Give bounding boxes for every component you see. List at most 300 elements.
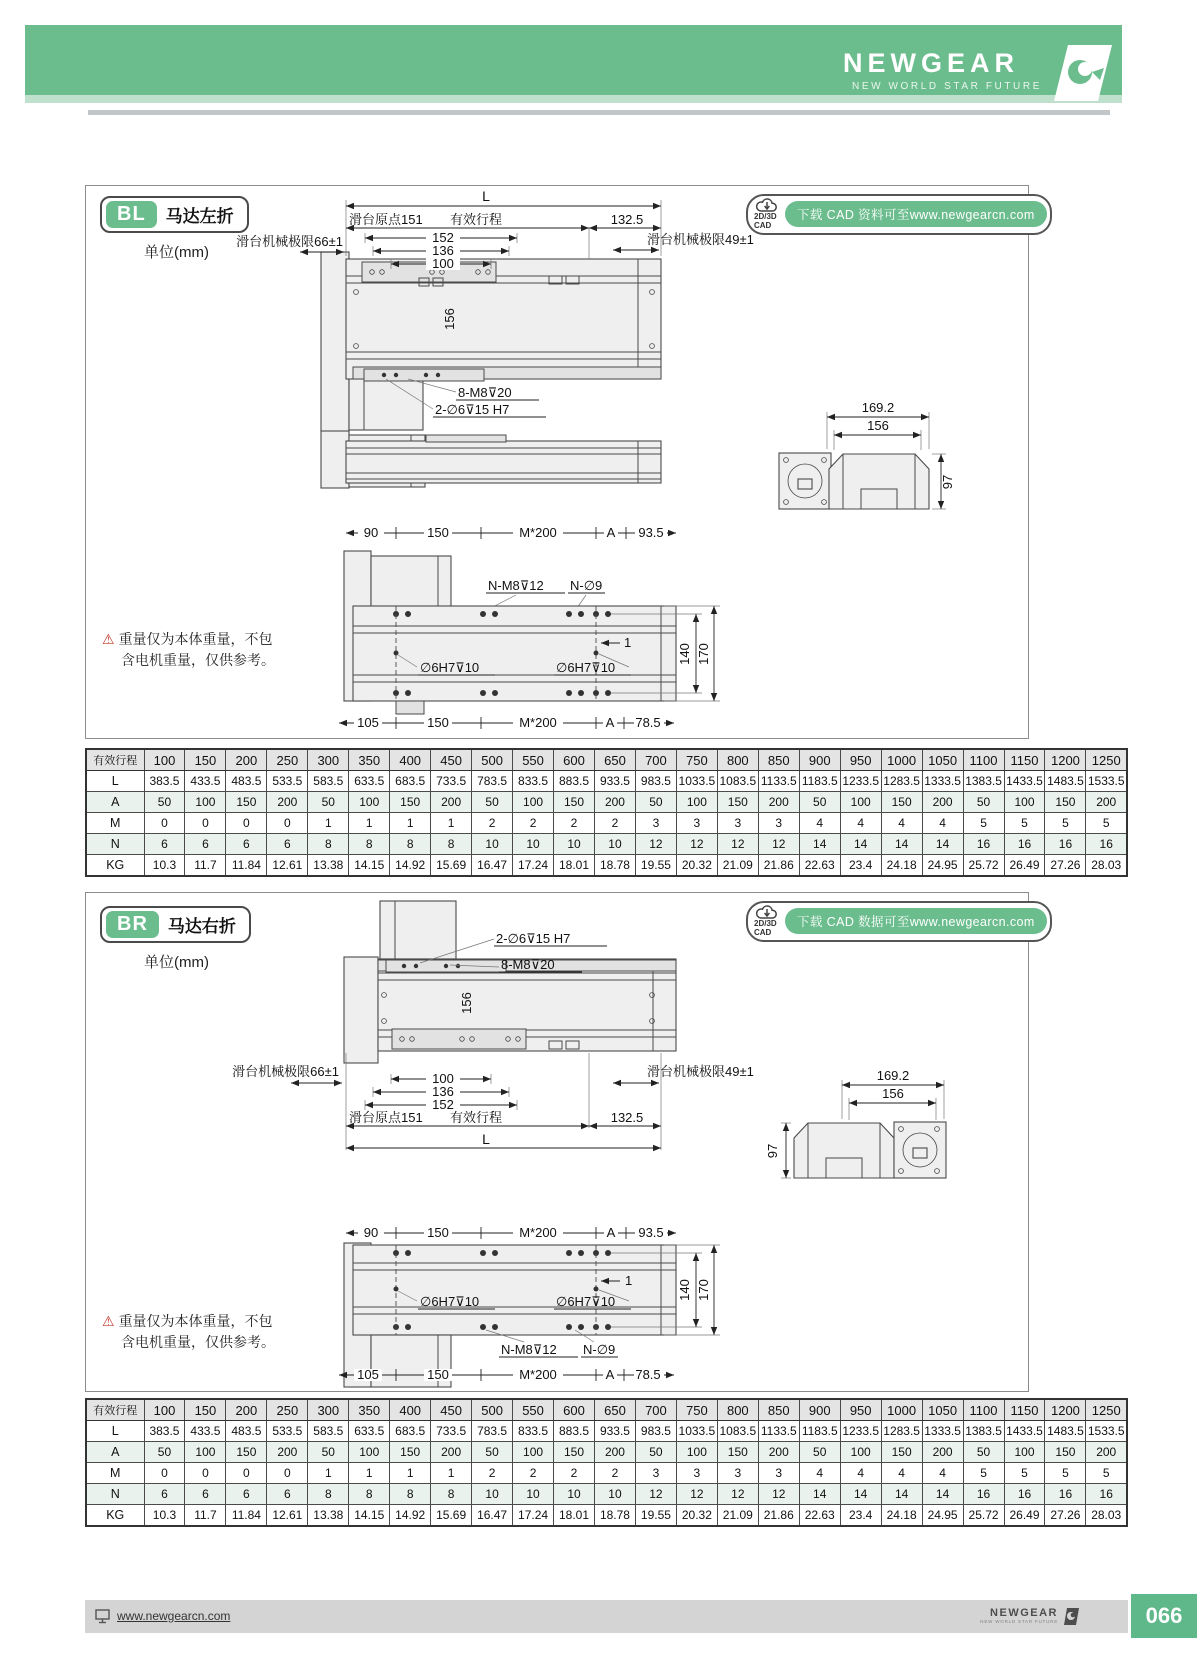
brand-logo-text: NEWGEAR bbox=[843, 48, 1019, 78]
br-badge-title: 马达右折 bbox=[167, 917, 236, 936]
warning-triangle-icon: ⚠ bbox=[102, 631, 115, 647]
dim-150: 150 bbox=[427, 525, 449, 540]
dim-limit-right: 滑台机械极限49±1 bbox=[647, 232, 754, 247]
label-hole6-left: ∅6H7⊽10 bbox=[420, 660, 480, 675]
table-cell: 16 bbox=[1086, 834, 1127, 855]
table-cell: 3 bbox=[635, 1463, 676, 1484]
table-cell: 14.92 bbox=[390, 1505, 431, 1527]
stroke-header: 250 bbox=[267, 1399, 308, 1421]
row-label: KG bbox=[86, 855, 144, 877]
table-cell: 23.4 bbox=[840, 855, 881, 877]
header-stripe bbox=[25, 95, 1122, 103]
table-cell: 10 bbox=[554, 834, 595, 855]
table-cell: 200 bbox=[267, 792, 308, 813]
dim-Ab: A bbox=[605, 1367, 615, 1382]
stroke-header: 600 bbox=[554, 1399, 595, 1421]
page-number-badge bbox=[1131, 1594, 1197, 1638]
dim-132-5: 132.5 bbox=[610, 1110, 644, 1125]
table-cell: 27.26 bbox=[1045, 855, 1086, 877]
table-cell: 6 bbox=[226, 834, 267, 855]
table-cell: 2 bbox=[513, 813, 554, 834]
table-row bbox=[86, 855, 1127, 877]
dim-1: 1 bbox=[624, 635, 632, 650]
table-cell: 1 bbox=[308, 1463, 349, 1484]
table-cell: 200 bbox=[758, 792, 799, 813]
table-row bbox=[86, 1421, 1127, 1442]
table-cell: 20.32 bbox=[676, 855, 717, 877]
table-cell: 12 bbox=[717, 1484, 758, 1505]
table-cell: 3 bbox=[676, 813, 717, 834]
row-label: N bbox=[86, 834, 144, 855]
table-cell: 16 bbox=[1004, 1484, 1045, 1505]
table-cell: 533.5 bbox=[267, 1421, 308, 1442]
table-cell: 19.55 bbox=[635, 1505, 676, 1527]
table-cell: 1483.5 bbox=[1045, 771, 1086, 792]
table-cell: 1283.5 bbox=[881, 771, 922, 792]
stroke-header: 450 bbox=[431, 749, 472, 771]
table-row bbox=[86, 1505, 1127, 1527]
dim-1: 1 bbox=[625, 1273, 633, 1288]
dim-170: 170 bbox=[696, 1279, 711, 1301]
table-cell: 12.61 bbox=[267, 1505, 308, 1527]
dim-136: 136 bbox=[432, 243, 454, 258]
table-cell: 8 bbox=[349, 834, 390, 855]
footer-brand-icon bbox=[1063, 1607, 1080, 1626]
table-cell: 150 bbox=[554, 792, 595, 813]
table-cell: 19.55 bbox=[635, 855, 676, 877]
table-cell: 883.5 bbox=[554, 771, 595, 792]
dim-150b: 150 bbox=[427, 1367, 449, 1382]
table-cell: 14 bbox=[881, 1484, 922, 1505]
stroke-header: 1050 bbox=[922, 1399, 963, 1421]
table-cell: 200 bbox=[431, 1442, 472, 1463]
table-cell: 50 bbox=[799, 792, 840, 813]
footer-brand bbox=[980, 1608, 1058, 1624]
table-cell: 11.7 bbox=[185, 855, 226, 877]
table-cell: 833.5 bbox=[513, 771, 554, 792]
table-row bbox=[86, 771, 1127, 792]
table-cell: 14 bbox=[840, 1484, 881, 1505]
table-cell: 25.72 bbox=[963, 1505, 1004, 1527]
dim-A: A bbox=[606, 525, 616, 540]
brand-logo-icon bbox=[1052, 42, 1114, 104]
stroke-header: 100 bbox=[144, 1399, 185, 1421]
table-cell: 1383.5 bbox=[963, 1421, 1004, 1442]
table-cell: 1133.5 bbox=[758, 1421, 799, 1442]
dim-93-5: 93.5 bbox=[638, 1225, 664, 1240]
dim-136: 136 bbox=[432, 1084, 454, 1099]
stroke-header: 800 bbox=[717, 1399, 758, 1421]
table-cell: 14.92 bbox=[390, 855, 431, 877]
table-cell: 1 bbox=[308, 813, 349, 834]
table-cell: 150 bbox=[226, 1442, 267, 1463]
stroke-header: 600 bbox=[554, 749, 595, 771]
footer-bar bbox=[85, 1600, 1128, 1633]
bl-badge-title: 马达左折 bbox=[165, 207, 234, 226]
table-cell: 50 bbox=[963, 792, 1004, 813]
table-cell: 15.69 bbox=[431, 855, 472, 877]
table-cell: 100 bbox=[185, 792, 226, 813]
table-cell: 6 bbox=[144, 834, 185, 855]
table-cell: 1283.5 bbox=[881, 1421, 922, 1442]
table-cell: 1 bbox=[431, 813, 472, 834]
stroke-header: 1150 bbox=[1004, 749, 1045, 771]
table-cell: 150 bbox=[1045, 1442, 1086, 1463]
stroke-header: 300 bbox=[308, 1399, 349, 1421]
table-cell: 100 bbox=[676, 792, 717, 813]
table-cell: 433.5 bbox=[185, 1421, 226, 1442]
table-cell: 483.5 bbox=[226, 1421, 267, 1442]
bl-front-view bbox=[321, 431, 661, 488]
stroke-header: 650 bbox=[594, 749, 635, 771]
table-cell: 200 bbox=[1086, 792, 1127, 813]
stroke-header: 350 bbox=[349, 1399, 390, 1421]
table-cell: 200 bbox=[267, 1442, 308, 1463]
table-cell: 1433.5 bbox=[1004, 1421, 1045, 1442]
bl-technical-drawing bbox=[86, 186, 1028, 738]
dim-132-5: 132.5 bbox=[610, 212, 644, 227]
bl-note-line1: 重量仅为本体重量，不包 bbox=[118, 631, 273, 647]
table-cell: 21.86 bbox=[758, 1505, 799, 1527]
table-cell: 683.5 bbox=[390, 1421, 431, 1442]
table-cell: 6 bbox=[185, 834, 226, 855]
stroke-header: 900 bbox=[799, 749, 840, 771]
table-cell: 18.78 bbox=[594, 1505, 635, 1527]
row-label: L bbox=[86, 771, 144, 792]
dim-90: 90 bbox=[363, 525, 379, 540]
table-cell: 100 bbox=[185, 1442, 226, 1463]
table-cell: 8 bbox=[308, 1484, 349, 1505]
dim-97: 97 bbox=[940, 474, 955, 490]
table-cell: 100 bbox=[840, 1442, 881, 1463]
dim-78-5: 78.5 bbox=[635, 715, 661, 730]
table-row bbox=[86, 1442, 1127, 1463]
table-cell: 20.32 bbox=[676, 1505, 717, 1527]
table-cell: 2 bbox=[594, 813, 635, 834]
table-cell: 12 bbox=[635, 1484, 676, 1505]
br-note-line2: 含电机重量，仅供参考。 bbox=[121, 1334, 275, 1350]
table-cell: 200 bbox=[758, 1442, 799, 1463]
table-cell: 100 bbox=[349, 792, 390, 813]
table-cell: 14 bbox=[799, 834, 840, 855]
bl-badge-code: BL bbox=[106, 201, 157, 228]
stroke-header: 550 bbox=[513, 1399, 554, 1421]
table-cell: 200 bbox=[594, 1442, 635, 1463]
table-cell: 5 bbox=[1045, 813, 1086, 834]
stroke-header: 150 bbox=[185, 749, 226, 771]
table-cell: 6 bbox=[185, 1484, 226, 1505]
stroke-header: 1050 bbox=[922, 749, 963, 771]
table-cell: 6 bbox=[226, 1484, 267, 1505]
table-cell: 12 bbox=[717, 834, 758, 855]
table-cell: 783.5 bbox=[472, 771, 513, 792]
dim-156-body: 156 bbox=[459, 992, 474, 1014]
table-cell: 5 bbox=[963, 813, 1004, 834]
dim-limit-left: 滑台机械极限66±1 bbox=[232, 1064, 339, 1079]
table-cell: 15.69 bbox=[431, 1505, 472, 1527]
br-top-dimensions bbox=[232, 1053, 754, 1150]
br-bottom-view bbox=[339, 1225, 720, 1387]
table-cell: 100 bbox=[513, 1442, 554, 1463]
table-cell: 150 bbox=[554, 1442, 595, 1463]
table-cell: 1033.5 bbox=[676, 1421, 717, 1442]
stroke-header: 1000 bbox=[881, 1399, 922, 1421]
table-cell: 1183.5 bbox=[799, 771, 840, 792]
cad-icon-label: 2D/3D CAD bbox=[754, 212, 777, 230]
stroke-header: 1250 bbox=[1086, 1399, 1127, 1421]
stroke-header: 1200 bbox=[1045, 1399, 1086, 1421]
table-cell: 0 bbox=[226, 1463, 267, 1484]
table-cell: 50 bbox=[144, 792, 185, 813]
table-cell: 5 bbox=[963, 1463, 1004, 1484]
label-8-m8-holes: 8-M8⊽20 bbox=[458, 385, 512, 400]
table-cell: 1033.5 bbox=[676, 771, 717, 792]
label-n-d9: N-∅9 bbox=[570, 578, 603, 593]
table-cell: 1083.5 bbox=[717, 771, 758, 792]
table-cell: 24.95 bbox=[922, 1505, 963, 1527]
table-cell: 13.38 bbox=[308, 855, 349, 877]
table-cell: 8 bbox=[431, 1484, 472, 1505]
table-cell: 14.15 bbox=[349, 1505, 390, 1527]
table-cell: 27.26 bbox=[1045, 1505, 1086, 1527]
footer-website-link[interactable]: www.newgearcn.com bbox=[117, 1609, 231, 1623]
table-cell: 14 bbox=[881, 834, 922, 855]
table-cell: 16.47 bbox=[472, 1505, 513, 1527]
table-cell: 21.86 bbox=[758, 855, 799, 877]
table-cell: 50 bbox=[635, 1442, 676, 1463]
stroke-header: 750 bbox=[676, 1399, 717, 1421]
bl-cad-link-text: 下载 CAD 资料可至www.newgearcn.com bbox=[785, 201, 1047, 227]
table-cell: 1433.5 bbox=[1004, 771, 1045, 792]
br-note-line1: 重量仅为本体重量，不包 bbox=[118, 1313, 273, 1329]
table-cell: 1 bbox=[349, 1463, 390, 1484]
table-cell: 4 bbox=[799, 813, 840, 834]
row-label: M bbox=[86, 1463, 144, 1484]
table-cell: 1 bbox=[431, 1463, 472, 1484]
table-cell: 16 bbox=[963, 1484, 1004, 1505]
stroke-header: 200 bbox=[226, 1399, 267, 1421]
dim-105: 105 bbox=[357, 1367, 379, 1382]
table-cell: 12.61 bbox=[267, 855, 308, 877]
table-cell: 50 bbox=[144, 1442, 185, 1463]
table-cell: 3 bbox=[717, 1463, 758, 1484]
table-cell: 21.09 bbox=[717, 855, 758, 877]
table-cell: 583.5 bbox=[308, 771, 349, 792]
table-cell: 833.5 bbox=[513, 1421, 554, 1442]
table-row bbox=[86, 1484, 1127, 1505]
dim-152: 152 bbox=[432, 1097, 454, 1112]
table-cell: 10 bbox=[594, 834, 635, 855]
table-cell: 50 bbox=[963, 1442, 1004, 1463]
br-cad-link-text: 下载 CAD 数据可至www.newgearcn.com bbox=[785, 908, 1047, 934]
table-cell: 3 bbox=[717, 813, 758, 834]
label-8-m8-holes: 8-M8⊽20 bbox=[501, 957, 555, 972]
table-cell: 18.01 bbox=[554, 855, 595, 877]
table-cell: 1233.5 bbox=[840, 771, 881, 792]
dim-m200: M*200 bbox=[519, 525, 557, 540]
table-cell: 14 bbox=[922, 1484, 963, 1505]
table-cell: 0 bbox=[267, 813, 308, 834]
dim-Ab: A bbox=[605, 715, 615, 730]
bl-bottom-view bbox=[339, 525, 720, 730]
bl-section bbox=[85, 185, 1035, 739]
table-cell: 4 bbox=[881, 1463, 922, 1484]
table-cell: 16 bbox=[1004, 834, 1045, 855]
table-cell: 17.24 bbox=[513, 855, 554, 877]
dim-m200b: M*200 bbox=[519, 1367, 557, 1382]
dim-93-5: 93.5 bbox=[638, 525, 664, 540]
stroke-header: 1150 bbox=[1004, 1399, 1045, 1421]
label-2-pin-holes: 2-∅6⊽15 H7 bbox=[496, 931, 571, 946]
table-cell: 200 bbox=[922, 792, 963, 813]
row-label: N bbox=[86, 1484, 144, 1505]
table-cell: 2 bbox=[594, 1463, 635, 1484]
table-cell: 150 bbox=[881, 1442, 922, 1463]
table-cell: 10 bbox=[472, 1484, 513, 1505]
br-unit-label: 单位(mm) bbox=[144, 954, 209, 971]
dim-97: 97 bbox=[765, 1143, 780, 1159]
table-cell: 12 bbox=[676, 1484, 717, 1505]
row-label: A bbox=[86, 792, 144, 813]
stroke-header: 1200 bbox=[1045, 749, 1086, 771]
table-cell: 5 bbox=[1004, 1463, 1045, 1484]
dim-origin-151: 滑台原点151 bbox=[349, 212, 423, 227]
table-cell: 3 bbox=[676, 1463, 717, 1484]
stroke-header: 1000 bbox=[881, 749, 922, 771]
table-cell: 8 bbox=[431, 834, 472, 855]
table-cell: 783.5 bbox=[472, 1421, 513, 1442]
table-cell: 24.95 bbox=[922, 855, 963, 877]
table-cell: 25.72 bbox=[963, 855, 1004, 877]
table-cell: 683.5 bbox=[390, 771, 431, 792]
row-label: M bbox=[86, 813, 144, 834]
stroke-header: 700 bbox=[635, 1399, 676, 1421]
bl-note-line2: 含电机重量，仅供参考。 bbox=[121, 652, 275, 668]
row-label: L bbox=[86, 1421, 144, 1442]
dim-100: 100 bbox=[432, 256, 454, 271]
bl-top-view bbox=[321, 252, 661, 432]
stroke-header: 200 bbox=[226, 749, 267, 771]
table-cell: 4 bbox=[840, 813, 881, 834]
table-cell: 1533.5 bbox=[1086, 1421, 1127, 1442]
dim-152: 152 bbox=[432, 230, 454, 245]
table-cell: 10 bbox=[594, 1484, 635, 1505]
stroke-header: 500 bbox=[472, 749, 513, 771]
br-top-view bbox=[344, 901, 676, 1063]
bl-spec-table bbox=[85, 748, 1128, 877]
table-cell: 100 bbox=[513, 792, 554, 813]
table-cell: 26.49 bbox=[1004, 855, 1045, 877]
table-cell: 983.5 bbox=[635, 1421, 676, 1442]
label-n-m8: N-M8⊽12 bbox=[501, 1342, 557, 1357]
dim-effective-stroke: 有效行程 bbox=[449, 1110, 503, 1125]
stroke-header: 450 bbox=[431, 1399, 472, 1421]
table-cell: 28.03 bbox=[1086, 855, 1127, 877]
header-rule bbox=[88, 110, 1110, 115]
br-badge-code: BR bbox=[106, 911, 159, 938]
table-cell: 200 bbox=[594, 792, 635, 813]
stroke-header: 1100 bbox=[963, 749, 1004, 771]
table-cell: 150 bbox=[1045, 792, 1086, 813]
table-cell: 50 bbox=[635, 792, 676, 813]
stroke-header: 550 bbox=[513, 749, 554, 771]
table-cell: 200 bbox=[922, 1442, 963, 1463]
table-cell: 11.7 bbox=[185, 1505, 226, 1527]
table-cell: 150 bbox=[717, 792, 758, 813]
table-cell: 4 bbox=[922, 1463, 963, 1484]
stroke-header: 750 bbox=[676, 749, 717, 771]
table-cell: 3 bbox=[635, 813, 676, 834]
table-cell: 6 bbox=[267, 1484, 308, 1505]
table-cell: 0 bbox=[185, 813, 226, 834]
stroke-header: 950 bbox=[840, 749, 881, 771]
table-cell: 10 bbox=[513, 834, 554, 855]
dim-90: 90 bbox=[363, 1225, 379, 1240]
table-cell: 1333.5 bbox=[922, 1421, 963, 1442]
dim-L: L bbox=[482, 1131, 490, 1147]
footer-brand-tagline: NEW WORLD STAR FUTURE bbox=[980, 1619, 1058, 1624]
table-cell: 633.5 bbox=[349, 1421, 390, 1442]
table-cell: 16.47 bbox=[472, 855, 513, 877]
table-header-row bbox=[86, 1399, 1127, 1421]
table-cell: 433.5 bbox=[185, 771, 226, 792]
stroke-header: 1100 bbox=[963, 1399, 1004, 1421]
table-cell: 933.5 bbox=[594, 1421, 635, 1442]
table-cell: 11.84 bbox=[226, 855, 267, 877]
table-cell: 12 bbox=[758, 834, 799, 855]
table-cell: 0 bbox=[144, 813, 185, 834]
table-cell: 1 bbox=[349, 813, 390, 834]
table-cell: 10 bbox=[472, 834, 513, 855]
stroke-header: 150 bbox=[185, 1399, 226, 1421]
table-cell: 50 bbox=[308, 792, 349, 813]
table-cell: 6 bbox=[144, 1484, 185, 1505]
table-cell: 0 bbox=[226, 813, 267, 834]
table-cell: 100 bbox=[349, 1442, 390, 1463]
table-cell: 14 bbox=[840, 834, 881, 855]
table-cell: 3 bbox=[758, 1463, 799, 1484]
table-cell: 2 bbox=[513, 1463, 554, 1484]
dim-limit-right: 滑台机械极限49±1 bbox=[647, 1064, 754, 1079]
table-cell: 200 bbox=[1086, 1442, 1127, 1463]
table-cell: 483.5 bbox=[226, 771, 267, 792]
stroke-header: 400 bbox=[390, 1399, 431, 1421]
dim-156-end: 156 bbox=[882, 1086, 904, 1101]
table-cell: 1233.5 bbox=[840, 1421, 881, 1442]
stroke-header: 700 bbox=[635, 749, 676, 771]
table-cell: 50 bbox=[472, 1442, 513, 1463]
row-label: A bbox=[86, 1442, 144, 1463]
table-cell: 14 bbox=[922, 834, 963, 855]
stroke-header: 100 bbox=[144, 749, 185, 771]
stroke-header: 850 bbox=[758, 749, 799, 771]
table-cell: 21.09 bbox=[717, 1505, 758, 1527]
dim-78-5: 78.5 bbox=[635, 1367, 661, 1382]
table-cell: 883.5 bbox=[554, 1421, 595, 1442]
dim-m200b: M*200 bbox=[519, 715, 557, 730]
brand-tagline: NEW WORLD STAR FUTURE bbox=[852, 81, 1042, 92]
stroke-header: 900 bbox=[799, 1399, 840, 1421]
table-cell: 1483.5 bbox=[1045, 1421, 1086, 1442]
table-cell: 733.5 bbox=[431, 771, 472, 792]
table-cell: 18.01 bbox=[554, 1505, 595, 1527]
table-cell: 583.5 bbox=[308, 1421, 349, 1442]
footer-brand-text: NEWGEAR bbox=[990, 1607, 1058, 1619]
table-cell: 1183.5 bbox=[799, 1421, 840, 1442]
table-cell: 6 bbox=[267, 834, 308, 855]
table-corner-header: 有效行程 bbox=[86, 749, 144, 771]
table-cell: 2 bbox=[472, 1463, 513, 1484]
